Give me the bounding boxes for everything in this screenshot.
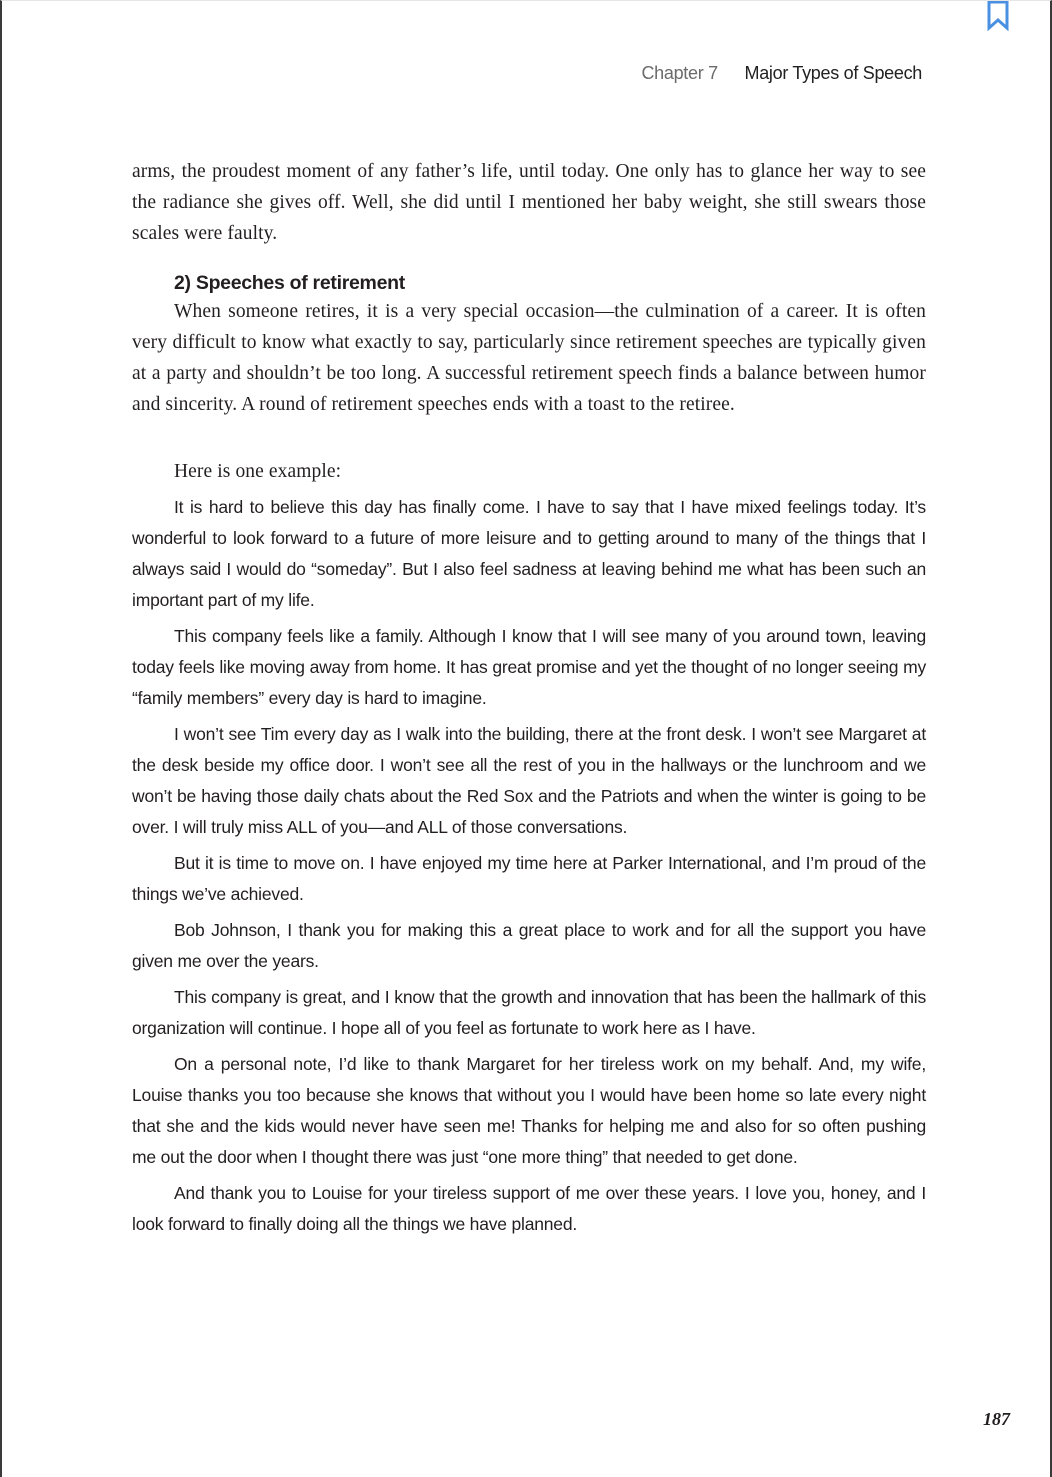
running-header — [641, 63, 922, 84]
bookmark-icon — [986, 1, 1010, 31]
speech-paragraph: And thank you to Louise for your tireless support of me over these years. I love you, honey, and I look forward to finally doing all the things we have planned. — [132, 1183, 926, 1234]
continued-paragraph — [132, 156, 926, 249]
paragraph: When someone retires, it is a very special occasion—the culmination of a career. It is often very difficult to know what exactly to say, particularly since retirement speeches are typically given at a party and shouldn’t be too long. A successful retirement speech finds a balance between humor and sincerity. A round of retirement speeches ends with a toast to the retiree. — [132, 301, 926, 415]
section-intro — [132, 296, 926, 420]
bookmark-button[interactable] — [986, 1, 1010, 31]
speech-paragraph: I won’t see Tim every day as I walk into the building, there at the front desk. I won’t see Margaret at the desk beside my office door. I won’t see all the rest of you in the hallways or the lunchroom and we won’t be having those daily chats about the Red Sox and the Patriots and when the winter is going to be over. I will truly miss ALL of you—and ALL of those conversations. — [132, 724, 926, 837]
speech-paragraph: Bob Johnson, I thank you for making this a great place to work and for all the support you have given me over the years. — [132, 920, 926, 971]
example-speech — [132, 492, 926, 1240]
speech-paragraph: But it is time to move on. I have enjoyed my time here at Parker International, and I’m proud of the things we’ve achieved. — [132, 853, 926, 904]
speech-paragraph: This company is great, and I know that the growth and innovation that has been the hallmark of this organization will continue. I hope all of you feel as fortunate to work here as I have. — [132, 987, 926, 1038]
chapter-title: Major Types of Speech — [744, 63, 922, 83]
section-heading-block — [132, 269, 926, 297]
chapter-label: Chapter 7 — [641, 63, 718, 83]
speech-paragraph: It is hard to believe this day has finally come. I have to say that I have mixed feelings today. It’s wonderful to look forward to a future of more leisure and to getting around to many of the things that I always said I would do “someday”. But I also feel sadness at leaving behind me what has been such an important part of my life. — [132, 497, 926, 610]
section-heading: 2) Speeches of retirement — [174, 272, 405, 294]
example-label-block — [132, 456, 926, 487]
page-number: 187 — [983, 1409, 1010, 1429]
example-label: Here is one example: — [174, 461, 342, 482]
paragraph: arms, the proudest moment of any father’s life, until today. One only has to glance her way to see the radiance she gives off. Well, she did until I mentioned her baby weight, she still swears those scales were faulty. — [132, 161, 926, 244]
speech-paragraph: This company feels like a family. Although I know that I will see many of you around town, leaving today feels like moving away from home. It has great promise and yet the thought of no longer seeing my “family members” every day is hard to imagine. — [132, 626, 926, 708]
speech-paragraph: On a personal note, I’d like to thank Margaret for her tireless work on my behalf. And, my wife, Louise thanks you too because she knows that without you I would have been home so late every night that she and the kids would never have seen me! Thanks for helping me and also for so often pushing me out the door when I thought there was just “one more thing” that needed to get done. — [132, 1054, 926, 1167]
